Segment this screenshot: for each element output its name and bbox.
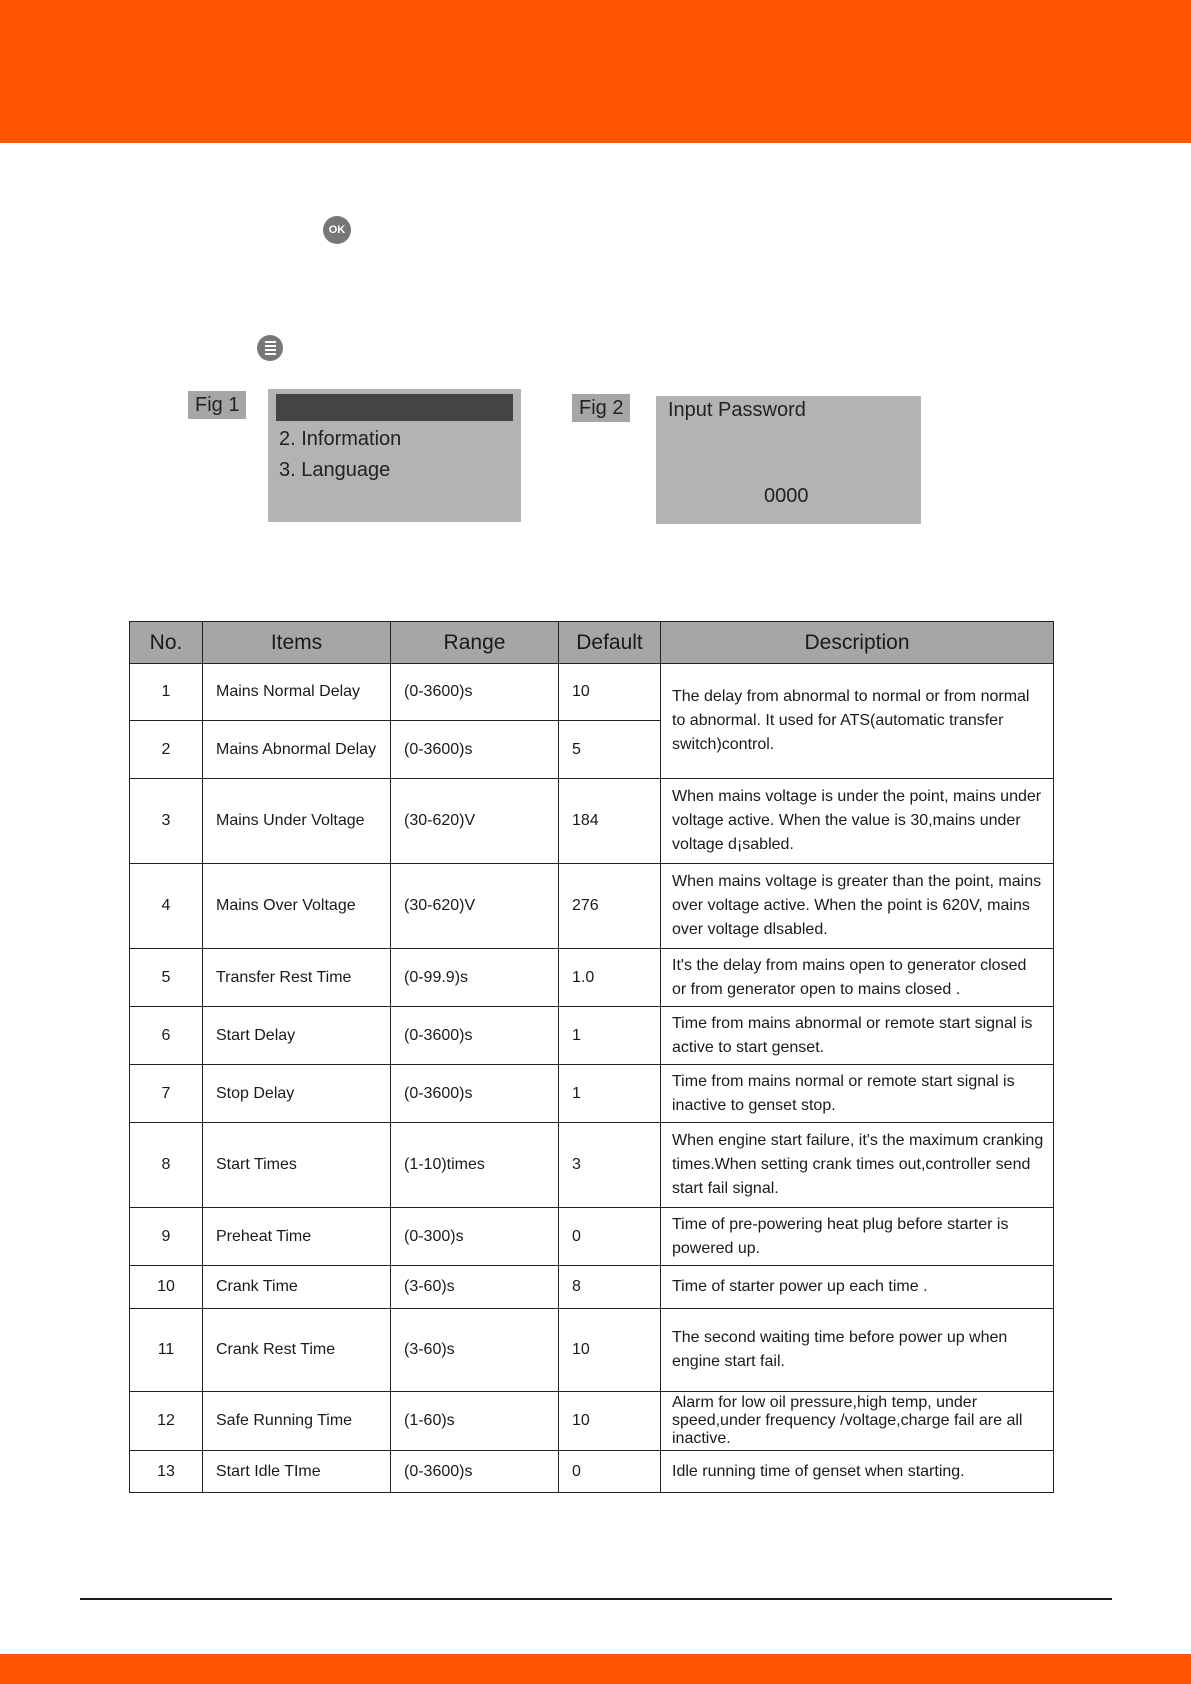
cell-range: (0-3600)s	[391, 1065, 559, 1123]
table-row	[130, 949, 1054, 1007]
cell-no: 6	[130, 1007, 203, 1065]
cell-no: 5	[130, 949, 203, 1007]
table-row	[130, 664, 1054, 721]
cell-no: 13	[130, 1451, 203, 1493]
fig1-lcd-menu	[268, 389, 521, 522]
cell-range: (1-60)s	[391, 1392, 559, 1451]
cell-description: It's the delay from mains open to generator closed or from generator open to mains closed .	[661, 949, 1054, 1007]
cell-no: 3	[130, 779, 203, 864]
cell-range: (30-620)V	[391, 864, 559, 949]
table-row	[130, 1266, 1054, 1309]
table-row	[130, 1208, 1054, 1266]
cell-description: Time from mains abnormal or remote start signal is active to start genset.	[661, 1007, 1054, 1065]
cell-default: 10	[559, 1309, 661, 1392]
cell-description: Time of pre-powering heat plug before starter is powered up.	[661, 1208, 1054, 1266]
cell-default: 0	[559, 1208, 661, 1266]
cell-description: Alarm for low oil pressure,high temp, under speed,under frequency /voltage,charge fail are all inactive.	[661, 1392, 1054, 1451]
fig1-selected-item	[276, 394, 513, 421]
cell-default: 0	[559, 1451, 661, 1493]
cell-item: Crank Rest Time	[203, 1309, 391, 1392]
cell-no: 12	[130, 1392, 203, 1451]
cell-description: Idle running time of genset when starting.	[661, 1451, 1054, 1493]
cell-range: (0-99.9)s	[391, 949, 559, 1007]
cell-range: (3-60)s	[391, 1266, 559, 1309]
cell-description: When engine start failure, it's the maximum cranking times.When setting crank times out,controller send start fail signal.	[661, 1123, 1054, 1208]
cell-range: (0-3600)s	[391, 664, 559, 721]
header-description: Description	[661, 622, 1054, 664]
cell-default: 10	[559, 664, 661, 721]
cell-range: (3-60)s	[391, 1309, 559, 1392]
cell-default: 3	[559, 1123, 661, 1208]
table-row	[130, 1451, 1054, 1493]
cell-item: Mains Normal Delay	[203, 664, 391, 721]
cell-default: 1	[559, 1007, 661, 1065]
table-row	[130, 1392, 1054, 1451]
table-row	[130, 1007, 1054, 1065]
cell-item: Stop Delay	[203, 1065, 391, 1123]
cell-item: Start Times	[203, 1123, 391, 1208]
cell-item: Mains Over Voltage	[203, 864, 391, 949]
cell-description: When mains voltage is greater than the point, mains over voltage active. When the point is 620V, mains over voltage dlsabled.	[661, 864, 1054, 949]
cell-range: (0-3600)s	[391, 1451, 559, 1493]
ok-button-icon: OK	[323, 216, 351, 244]
fig2-label: Fig 2	[572, 394, 630, 422]
cell-item: Mains Under Voltage	[203, 779, 391, 864]
cell-no: 8	[130, 1123, 203, 1208]
cell-default: 184	[559, 779, 661, 864]
header-range: Range	[391, 622, 559, 664]
fig2-lcd-password	[656, 396, 921, 524]
cell-default: 1.0	[559, 949, 661, 1007]
cell-item: Transfer Rest Time	[203, 949, 391, 1007]
table-row	[130, 864, 1054, 949]
cell-no: 1	[130, 664, 203, 721]
cell-description: The delay from abnormal to normal or from normal to abnormal. It used for ATS(automatic transfer switch)control.	[661, 664, 1054, 779]
cell-default: 1	[559, 1065, 661, 1123]
fig1-menu-item-language: 3. Language	[279, 459, 391, 481]
table-row	[130, 1065, 1054, 1123]
cell-range: (30-620)V	[391, 779, 559, 864]
cell-item: Safe Running Time	[203, 1392, 391, 1451]
cell-no: 2	[130, 721, 203, 779]
table-row	[130, 779, 1054, 864]
cell-description: Time of starter power up each time .	[661, 1266, 1054, 1309]
cell-no: 10	[130, 1266, 203, 1309]
footer-rule	[80, 1598, 1112, 1600]
header-no: No.	[130, 622, 203, 664]
cell-item: Start Delay	[203, 1007, 391, 1065]
cell-default: 276	[559, 864, 661, 949]
password-value: 0000	[764, 485, 809, 507]
cell-description: When mains voltage is under the point, mains under voltage active. When the value is 30,mains under voltage d¡sabled.	[661, 779, 1054, 864]
cell-item: Mains Abnormal Delay	[203, 721, 391, 779]
menu-button-icon	[257, 335, 283, 361]
cell-description: The second waiting time before power up when engine start fail.	[661, 1309, 1054, 1392]
cell-item: Crank Time	[203, 1266, 391, 1309]
cell-range: (0-3600)s	[391, 1007, 559, 1065]
footer-band	[0, 1654, 1191, 1684]
cell-default: 8	[559, 1266, 661, 1309]
table-row	[130, 1309, 1054, 1392]
header-items: Items	[203, 622, 391, 664]
table-header-row	[130, 622, 1054, 664]
cell-item: Start Idle TIme	[203, 1451, 391, 1493]
cell-default: 10	[559, 1392, 661, 1451]
cell-no: 4	[130, 864, 203, 949]
cell-range: (1-10)times	[391, 1123, 559, 1208]
cell-range: (0-300)s	[391, 1208, 559, 1266]
header-band	[0, 0, 1191, 143]
table-row	[130, 1123, 1054, 1208]
cell-range: (0-3600)s	[391, 721, 559, 779]
fig1-label: Fig 1	[188, 391, 246, 419]
cell-no: 7	[130, 1065, 203, 1123]
cell-no: 11	[130, 1309, 203, 1392]
cell-no: 9	[130, 1208, 203, 1266]
password-prompt: Input Password	[668, 399, 806, 421]
cell-description: Time from mains normal or remote start signal is inactive to genset stop.	[661, 1065, 1054, 1123]
cell-default: 5	[559, 721, 661, 779]
fig1-menu-item-information: 2. Information	[279, 428, 402, 450]
header-default: Default	[559, 622, 661, 664]
cell-item: Preheat Time	[203, 1208, 391, 1266]
parameter-table	[129, 621, 1054, 1493]
